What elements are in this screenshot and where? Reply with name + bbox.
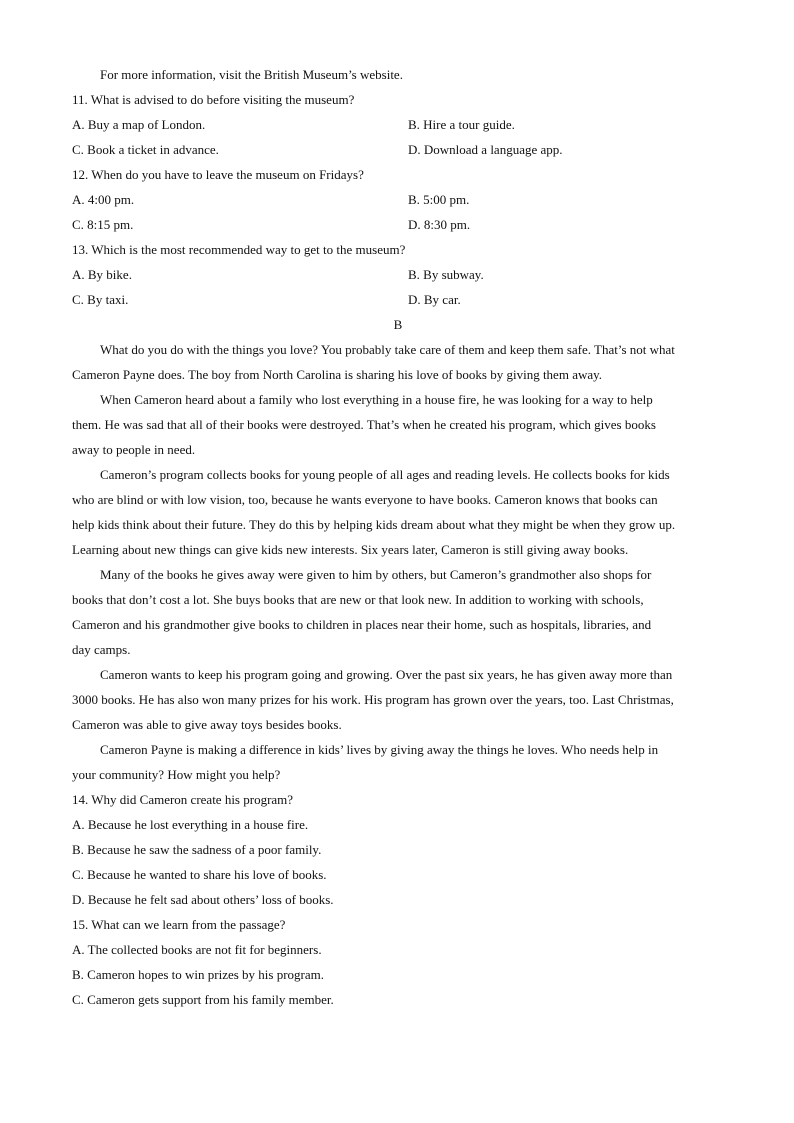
paragraph-line: Cameron and his grandmother give books to children in places near their home, such as hospitals, libraries, and	[72, 617, 652, 632]
paragraph-line: Cameron wants to keep his program going and growing. Over the past six years, he has given away more than	[100, 667, 673, 682]
paragraph-line: What do you do with the things you love? You probably take care of them and keep them safe. That’s not what	[100, 342, 675, 357]
paragraph-2	[72, 387, 724, 462]
paragraph-line: Cameron was able to give away toys besides books.	[72, 717, 342, 732]
question-12-option-d: D. 8:30 pm.	[408, 217, 471, 232]
paragraph-line: day camps.	[72, 642, 131, 657]
question-13-option-a: A. By bike.	[72, 267, 132, 282]
paragraph-6	[72, 737, 724, 787]
question-14-option-c: C. Because he wanted to share his love of books.	[72, 867, 327, 882]
question-11-option-a: A. Buy a map of London.	[72, 117, 206, 132]
paragraph-line: Many of the books he gives away were given to him by others, but Cameron’s grandmother also shops for	[100, 567, 652, 582]
paragraph-4	[72, 562, 724, 662]
question-11-option-d: D. Download a language app.	[408, 142, 563, 157]
question-11-options-row-2	[72, 137, 724, 162]
paragraph-1	[72, 337, 724, 387]
question-14-option-a: A. Because he lost everything in a house fire.	[72, 817, 309, 832]
question-11-option-b: B. Hire a tour guide.	[408, 117, 515, 132]
paragraph-line: Cameron Payne is making a difference in kids’ lives by giving away the things he loves. Who needs help in	[100, 742, 659, 757]
intro-line: For more information, visit the British Museum’s website.	[100, 67, 403, 82]
paragraph-line: Learning about new things can give kids new interests. Six years later, Cameron is still giving away books.	[72, 542, 629, 557]
question-12-option-a: A. 4:00 pm.	[72, 192, 135, 207]
paragraph-line: away to people in need.	[72, 442, 196, 457]
paragraph-line: them. He was sad that all of their books were destroyed. That’s when he created his program, which gives books	[72, 417, 656, 432]
question-11-option-c: C. Book a ticket in advance.	[72, 142, 219, 157]
document-page	[72, 62, 724, 1012]
passage	[72, 337, 724, 787]
paragraph-line: Cameron Payne does. The boy from North Carolina is sharing his love of books by giving them away.	[72, 367, 603, 382]
paragraph-line: your community? How might you help?	[72, 767, 281, 782]
paragraph-line: books that don’t cost a lot. She buys books that are new or that look new. In addition to working with schools,	[72, 592, 644, 607]
section-heading: B	[393, 317, 403, 332]
paragraph-5	[72, 662, 724, 737]
question-14-option-d: D. Because he felt sad about others’ loss of books.	[72, 892, 334, 907]
question-13-options-row-2	[72, 287, 724, 312]
question-13-stem: 13. Which is the most recommended way to get to the museum?	[72, 242, 406, 257]
question-15-option-c: C. Cameron gets support from his family member.	[72, 992, 334, 1007]
paragraph-line: help kids think about their future. They do this by helping kids dream about what they might be when they grow up.	[72, 517, 676, 532]
question-15-option-a: A. The collected books are not fit for beginners.	[72, 942, 322, 957]
question-12-stem: 12. When do you have to leave the museum on Fridays?	[72, 167, 364, 182]
question-11-stem: 11. What is advised to do before visiting the museum?	[72, 92, 355, 107]
question-12-option-c: C. 8:15 pm.	[72, 217, 134, 232]
paragraph-line: Cameron’s program collects books for young people of all ages and reading levels. He collects books for kids	[100, 467, 670, 482]
question-12-options-row-2	[72, 212, 724, 237]
question-13-option-d: D. By car.	[408, 292, 461, 307]
question-15-stem: 15. What can we learn from the passage?	[72, 917, 286, 932]
question-11-options-row-1	[72, 112, 724, 137]
paragraph-line: who are blind or with low vision, too, because he wants everyone to have books. Cameron knows that books can	[72, 492, 658, 507]
question-15-option-b: B. Cameron hopes to win prizes by his program.	[72, 967, 325, 982]
question-12-options-row-1	[72, 187, 724, 212]
question-13-option-c: C. By taxi.	[72, 292, 129, 307]
question-13-options-row-1	[72, 262, 724, 287]
paragraph-line: 3000 books. He has also won many prizes for his work. His program has grown over the years, too. Last Christmas,	[72, 692, 674, 707]
question-14-option-b: B. Because he saw the sadness of a poor family.	[72, 842, 322, 857]
paragraph-3	[72, 462, 724, 562]
paragraph-line: When Cameron heard about a family who lost everything in a house fire, he was looking for a way to help	[100, 392, 653, 407]
question-12-option-b: B. 5:00 pm.	[408, 192, 470, 207]
question-13-option-b: B. By subway.	[408, 267, 484, 282]
question-14-stem: 14. Why did Cameron create his program?	[72, 792, 294, 807]
